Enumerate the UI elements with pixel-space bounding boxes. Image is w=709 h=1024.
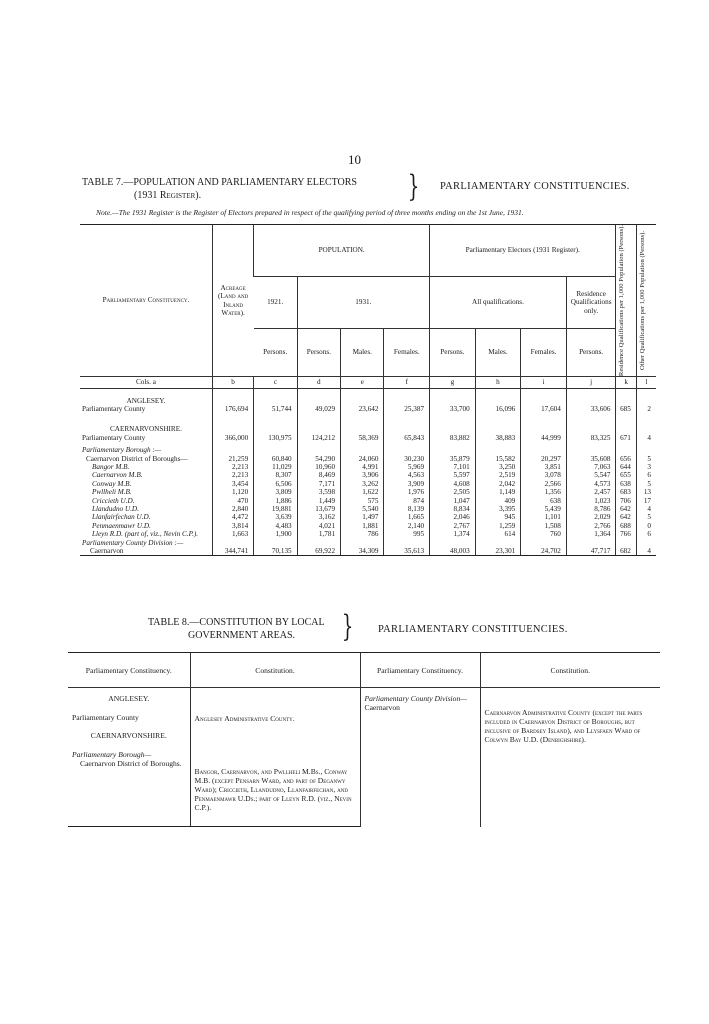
cell-l: 4	[636, 547, 656, 556]
cell-l: 2	[636, 405, 656, 413]
cell-d: 49,029	[297, 405, 340, 413]
cell-i: 638	[521, 497, 567, 505]
t8-header-constituency-2: Parliamentary Constituency.	[360, 653, 480, 688]
cell-h: 2,519	[475, 471, 521, 479]
cell-b: 2,213	[212, 463, 253, 471]
cell-c: 1,886	[254, 497, 297, 505]
cell-d: 1,449	[297, 497, 340, 505]
cell-i: 1,356	[521, 488, 567, 496]
cell-e: 3,906	[341, 471, 384, 479]
table7-title-line1: TABLE 7.—POPULATION AND PARLIAMENTARY ELECTORS	[82, 177, 357, 188]
col-letter: e	[341, 377, 384, 389]
cell-l: 0	[636, 522, 656, 530]
table-row	[80, 530, 656, 538]
header-males-1931: Males.	[341, 329, 384, 377]
row-name: Bangor M.B.	[92, 463, 130, 472]
cell-l: 6	[636, 471, 656, 479]
table8-title	[148, 616, 325, 642]
cell-c: 1,900	[254, 530, 297, 538]
cell-b: 470	[212, 497, 253, 505]
cell-h: 3,250	[475, 463, 521, 471]
cell-k: 683	[616, 488, 636, 496]
cell-i: 2,566	[521, 480, 567, 488]
header-persons-1921: Persons.	[263, 348, 288, 357]
cell-g: 7,101	[430, 463, 476, 471]
col-letter: g	[430, 377, 476, 389]
cell-h: 1,259	[475, 522, 521, 530]
cell-f: 2,140	[384, 522, 430, 530]
cell-j: 83,325	[566, 434, 616, 442]
table-row	[80, 434, 656, 442]
cell-b: 2,840	[212, 505, 253, 513]
col-letter: k	[616, 377, 636, 389]
t8-header-constitution-2: Constitution.	[480, 653, 660, 688]
cell-b: 21,259	[212, 455, 253, 463]
cell-d: 3,598	[297, 488, 340, 496]
cell-g: 83,882	[430, 434, 476, 442]
row-name: Llandudno U.D.	[92, 505, 139, 514]
cell-g: 5,597	[430, 471, 476, 479]
cell-b: 366,000	[212, 434, 253, 442]
table7-right-title: PARLIAMENTARY CONSTITUENCIES.	[440, 181, 630, 192]
t8-division-name: Caernarvon	[364, 703, 400, 712]
header-persons-electors: Persons.	[430, 329, 476, 377]
cell-k: 642	[616, 513, 636, 521]
table-row	[80, 547, 656, 556]
table8-title-line2: GOVERNMENT AREAS.	[188, 630, 296, 641]
t8-borough-label: Parliamentary Borough—	[72, 750, 152, 759]
cell-d: 4,021	[297, 522, 340, 530]
cell-g: 33,700	[430, 405, 476, 413]
cell-i: 20,297	[521, 455, 567, 463]
cell-i: 5,439	[521, 505, 567, 513]
header-males-electors: Males.	[475, 329, 521, 377]
row-name: Conway M.B.	[92, 479, 132, 488]
cell-f: 30,230	[384, 455, 430, 463]
cell-d: 8,469	[297, 471, 340, 479]
cell-l: 3	[636, 463, 656, 471]
table8-right-title: PARLIAMENTARY CONSTITUENCIES.	[378, 624, 568, 635]
cell-e: 24,060	[341, 455, 384, 463]
t8-header-constituency-1: Parliamentary Constituency.	[68, 653, 190, 688]
cell-c: 11,029	[254, 463, 297, 471]
cell-j: 5,547	[566, 471, 616, 479]
table-row	[80, 513, 656, 521]
t8-caernarvon-heading: CAERNARVONSHIRE.	[90, 731, 167, 740]
cell-e: 34,309	[341, 547, 384, 556]
cell-b: 3,454	[212, 480, 253, 488]
table-row	[80, 497, 656, 505]
t8-anglesey-name: Parliamentary County	[72, 713, 139, 722]
cell-i: 17,604	[521, 405, 567, 413]
cell-h: 15,582	[475, 455, 521, 463]
cell-d: 10,960	[297, 463, 340, 471]
cell-e: 5,540	[341, 505, 384, 513]
cell-l: 6	[636, 530, 656, 538]
row-name: Parliamentary County	[82, 433, 146, 442]
cell-c: 60,840	[254, 455, 297, 463]
cell-i: 760	[521, 530, 567, 538]
cell-l: 5	[636, 455, 656, 463]
row-name: Caernarvon	[80, 547, 212, 556]
t8-division-label: Parliamentary County Division—	[364, 694, 468, 703]
cell-j: 2,457	[566, 488, 616, 496]
cell-k: 671	[616, 434, 636, 442]
cell-g: 2,767	[430, 522, 476, 530]
cell-k: 682	[616, 547, 636, 556]
cell-g: 1,047	[430, 497, 476, 505]
header-other-per-1000: Other Qualifications per 1,000 Population (Persons).	[638, 231, 646, 371]
cell-c: 8,307	[254, 471, 297, 479]
row-name: Lleyn R.D. (part of, viz., Nevin C.P.).	[92, 530, 199, 539]
header-electors: Parliamentary Electors (1931 Register).	[430, 225, 616, 277]
cell-l: 5	[636, 480, 656, 488]
cell-f: 1,976	[384, 488, 430, 496]
cell-c: 3,639	[254, 513, 297, 521]
cell-b: 176,694	[212, 405, 253, 413]
t8-division-constitution: Caernarvon Administrative County (except the parts included in Caernarvon District of Boroughs, but inclusive of Bardsey Island), and Llysfaen Ward of Colwyn Bay U.D. (Denbighshire).	[484, 708, 643, 744]
table-row	[80, 505, 656, 513]
cell-h: 23,301	[475, 547, 521, 556]
cell-k: 766	[616, 530, 636, 538]
cell-i: 44,999	[521, 434, 567, 442]
cell-i: 1,101	[521, 513, 567, 521]
col-letter: l	[636, 377, 656, 389]
header-constituency: Parliamentary Constituency.	[80, 225, 212, 377]
cell-j: 4,573	[566, 480, 616, 488]
cell-f: 3,909	[384, 480, 430, 488]
table-row	[80, 463, 656, 471]
cell-c: 130,975	[254, 434, 297, 442]
table-row	[80, 471, 656, 479]
header-population: POPULATION.	[254, 225, 430, 277]
cell-k: 706	[616, 497, 636, 505]
row-name: Penmaenmawr U.D.	[92, 521, 151, 530]
cell-d: 69,922	[297, 547, 340, 556]
col-letter: b	[212, 377, 253, 389]
cell-g: 8,834	[430, 505, 476, 513]
cell-j: 2,766	[566, 522, 616, 530]
table7-title	[82, 176, 412, 202]
cell-h: 614	[475, 530, 521, 538]
cell-f: 8,139	[384, 505, 430, 513]
cell-c: 6,506	[254, 480, 297, 488]
cell-i: 1,508	[521, 522, 567, 530]
cell-e: 3,262	[341, 480, 384, 488]
header-persons-residence: Persons.	[566, 329, 616, 377]
cell-d: 54,290	[297, 455, 340, 463]
cell-e: 1,497	[341, 513, 384, 521]
cell-h: 1,149	[475, 488, 521, 496]
col-letter: f	[384, 377, 430, 389]
cell-h: 409	[475, 497, 521, 505]
cell-g: 48,003	[430, 547, 476, 556]
header-acreage: Acreage (Land and Inland Water).	[212, 225, 253, 377]
cell-h: 38,883	[475, 434, 521, 442]
t8-anglesey-constitution: Anglesey Administrative County.	[194, 714, 295, 723]
cell-h: 3,395	[475, 505, 521, 513]
cell-j: 35,608	[566, 455, 616, 463]
cell-e: 1,881	[341, 522, 384, 530]
cell-k: 644	[616, 463, 636, 471]
cell-g: 2,046	[430, 513, 476, 521]
header-1931: 1931.	[297, 276, 429, 328]
cell-f: 4,563	[384, 471, 430, 479]
cell-h: 2,042	[475, 480, 521, 488]
cell-i: 3,078	[521, 471, 567, 479]
col-letter: h	[475, 377, 521, 389]
cell-f: 35,613	[384, 547, 430, 556]
cell-b: 1,663	[212, 530, 253, 538]
cell-k: 642	[616, 505, 636, 513]
cell-d: 13,679	[297, 505, 340, 513]
header-persons-1931: Persons.	[297, 329, 340, 377]
table-row	[80, 455, 656, 463]
cell-k: 685	[616, 405, 636, 413]
cell-i: 3,851	[521, 463, 567, 471]
brace-icon: }	[341, 609, 354, 644]
col-letter: Cols. a	[80, 377, 212, 389]
cell-d: 3,162	[297, 513, 340, 521]
t8-borough-constitution: Bangor, Caernarvon, and Pwllheli M.Bs., Conway M.B. (except Pensarn Ward, and part of Deganwy Ward); Criccieth, Llandudno, Llanfairfechan, and Penmaenmawr U.Ds.; part of Lleyn R.D. (viz., Nevin C.P.).	[194, 767, 352, 812]
row-name: Caernarvon M.B.	[92, 471, 143, 480]
cell-j: 33,606	[566, 405, 616, 413]
table8-title-line1: TABLE 8.—CONSTITUTION BY LOCAL	[148, 617, 325, 628]
cell-k: 656	[616, 455, 636, 463]
col-letter: i	[521, 377, 567, 389]
t8-anglesey-heading: ANGLESEY.	[108, 694, 150, 703]
cell-c: 4,483	[254, 522, 297, 530]
cell-k: 638	[616, 480, 636, 488]
cell-e: 786	[341, 530, 384, 538]
cell-f: 65,843	[384, 434, 430, 442]
county-heading-anglesey: ANGLESEY.	[126, 396, 166, 405]
header-res-per-1000: Residence Qualifications per 1,000 Population (Persons).	[618, 225, 626, 377]
header-all-qualifications: All qualifications.	[430, 276, 567, 328]
cell-g: 2,505	[430, 488, 476, 496]
cell-f: 874	[384, 497, 430, 505]
parliamentary-borough-label: Parliamentary Borough :—	[82, 446, 162, 455]
cell-d: 1,781	[297, 530, 340, 538]
cell-j: 8,786	[566, 505, 616, 513]
cell-b: 3,814	[212, 522, 253, 530]
header-1921: 1921.	[254, 276, 297, 328]
cell-k: 655	[616, 471, 636, 479]
t8-borough-name: Caernarvon District of Boroughs.	[80, 759, 182, 768]
table8	[68, 652, 660, 827]
cell-d: 124,212	[297, 434, 340, 442]
page-number: 10	[348, 152, 361, 167]
table-row	[80, 522, 656, 530]
cell-i: 24,702	[521, 547, 567, 556]
cell-e: 23,642	[341, 405, 384, 413]
cell-j: 1,364	[566, 530, 616, 538]
cell-b: 1,120	[212, 488, 253, 496]
cell-c: 70,135	[254, 547, 297, 556]
cell-e: 58,369	[341, 434, 384, 442]
table7	[80, 224, 656, 556]
cell-c: 51,744	[254, 405, 297, 413]
col-letter: d	[297, 377, 340, 389]
header-females-electors: Females.	[521, 329, 567, 377]
cell-f: 1,665	[384, 513, 430, 521]
col-letter: c	[254, 377, 297, 389]
cell-e: 1,622	[341, 488, 384, 496]
cell-d: 7,171	[297, 480, 340, 488]
cell-c: 3,809	[254, 488, 297, 496]
cell-j: 7,063	[566, 463, 616, 471]
header-residence-only: Residence Qualifications only.	[566, 276, 616, 328]
county-heading-caernarvonshire: CAERNARVONSHIRE.	[110, 425, 182, 434]
t8-header-constitution-1: Constitution.	[190, 653, 360, 688]
cell-j: 2,029	[566, 513, 616, 521]
table-row	[80, 480, 656, 488]
table7-note: Note.—The 1931 Register is the Register of Electors prepared in respect of the qualifying period of three months ending on the 1st June, 1931.	[96, 208, 524, 217]
cell-j: 1,023	[566, 497, 616, 505]
table7-title-line2: (1931 Register).	[134, 190, 202, 201]
cell-l: 13	[636, 488, 656, 496]
cell-l: 4	[636, 505, 656, 513]
cell-l: 4	[636, 434, 656, 442]
cell-g: 35,879	[430, 455, 476, 463]
table-row	[80, 488, 656, 496]
row-name: Parliamentary County	[82, 404, 146, 413]
cell-b: 4,472	[212, 513, 253, 521]
county-division-label: Parliamentary County Division :—	[82, 538, 184, 547]
cell-g: 1,374	[430, 530, 476, 538]
cell-k: 688	[616, 522, 636, 530]
brace-icon: }	[407, 169, 420, 204]
cell-h: 16,096	[475, 405, 521, 413]
cell-f: 5,969	[384, 463, 430, 471]
cell-e: 575	[341, 497, 384, 505]
header-females-1931: Females.	[384, 329, 430, 377]
cell-c: 19,881	[254, 505, 297, 513]
row-name: Criccieth U.D.	[92, 496, 135, 505]
cell-e: 4,991	[341, 463, 384, 471]
col-letter: j	[566, 377, 616, 389]
cell-j: 47,717	[566, 547, 616, 556]
cell-g: 4,608	[430, 480, 476, 488]
cell-b: 344,741	[212, 547, 253, 556]
row-name: Pwllheli M.B.	[92, 488, 132, 497]
cell-l: 17	[636, 497, 656, 505]
row-name: Caernarvon District of Boroughs—	[86, 454, 188, 463]
cell-f: 25,387	[384, 405, 430, 413]
cell-b: 2,213	[212, 471, 253, 479]
cell-l: 5	[636, 513, 656, 521]
table-row	[80, 405, 656, 413]
row-name: Llanfairfechan U.D.	[92, 513, 151, 522]
cell-h: 945	[475, 513, 521, 521]
cell-f: 995	[384, 530, 430, 538]
